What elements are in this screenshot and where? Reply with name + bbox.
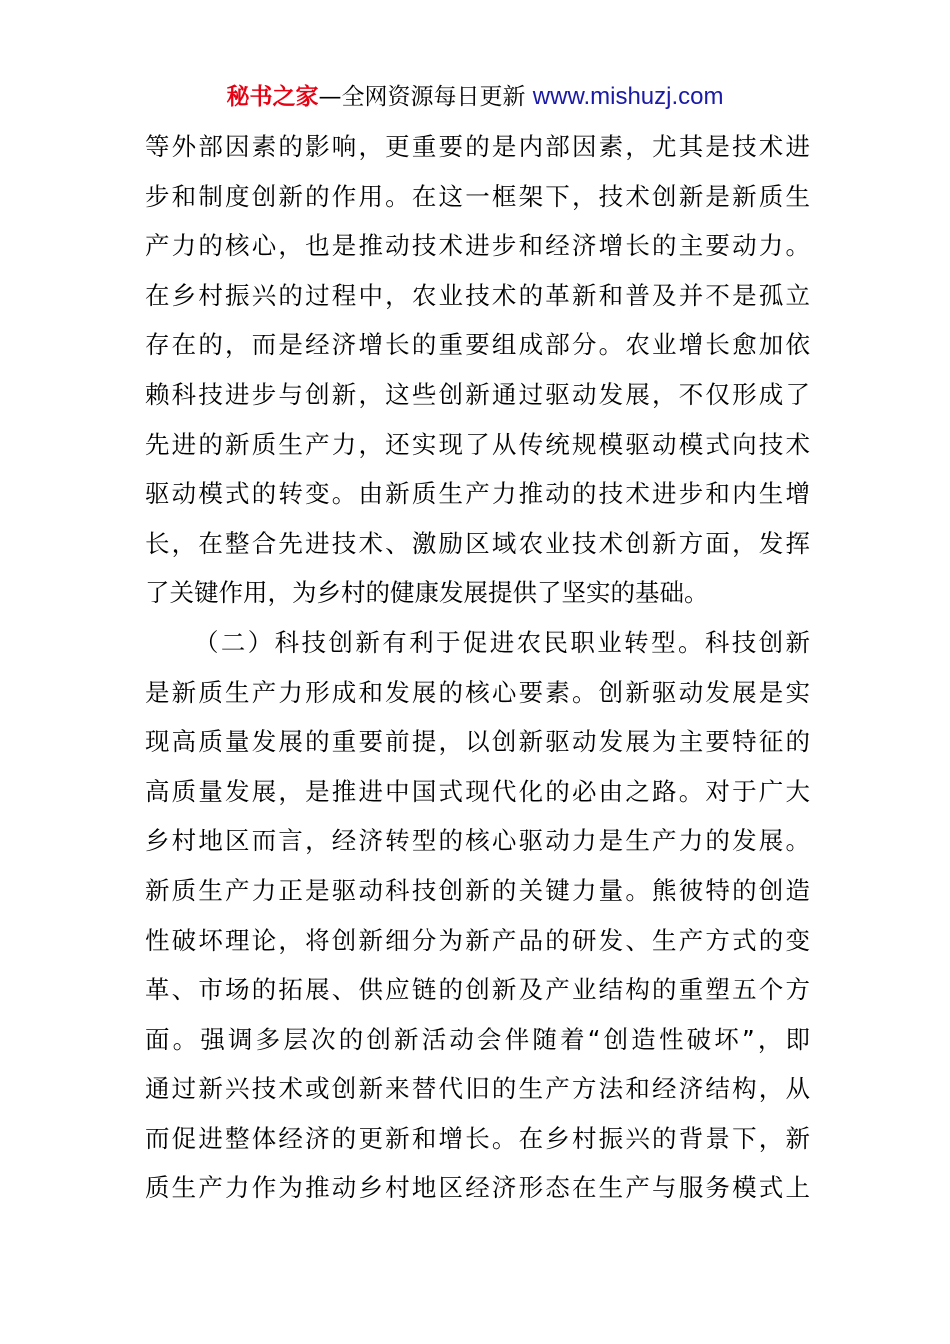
paragraph-2	[145, 618, 810, 1213]
text-line: 步和制度创新的作用。在这一框架下，技术创新是新质生	[145, 181, 810, 211]
text-line: 性破坏理论，将创新细分为新产品的研发、生产方式的变	[145, 925, 810, 955]
text-line: 长，在整合先进技术、激励区域农业技术创新方面，发挥	[145, 528, 810, 558]
text-line: 新质生产力正是驱动科技创新的关键力量。熊彼特的创造	[145, 875, 810, 905]
text-line: 而促进整体经济的更新和增长。在乡村振兴的背景下，新	[145, 1123, 810, 1153]
text-line: 在乡村振兴的过程中，农业技术的革新和普及并不是孤立	[145, 280, 810, 310]
text-line: 面。强调多层次的创新活动会伴随着“创造性破坏”，即	[145, 1024, 810, 1054]
site-header	[0, 80, 950, 114]
text-line: 驱动模式的转变。由新质生产力推动的技术进步和内生增	[145, 479, 810, 509]
text-line: 革、市场的拓展、供应链的创新及产业结构的重塑五个方	[145, 975, 810, 1005]
site-tagline: —全网资源每日更新	[318, 84, 533, 110]
text-line: 赖科技进步与创新，这些创新通过驱动发展，不仅形成了	[145, 379, 810, 409]
document-body	[145, 122, 810, 1213]
text-line: 质生产力作为推动乡村地区经济形态在生产与服务模式上	[145, 1173, 810, 1203]
text-line: 现高质量发展的重要前提，以创新驱动发展为主要特征的	[145, 727, 810, 757]
text-line: 先进的新质生产力，还实现了从传统规模驱动模式向技术	[145, 429, 810, 459]
site-url-link[interactable]: www.mishuzj.com	[532, 83, 724, 110]
text-line: 产力的核心，也是推动技术进步和经济增长的主要动力。	[145, 231, 810, 261]
paragraph-1	[145, 122, 810, 618]
text-line: 等外部因素的影响，更重要的是内部因素，尤其是技术进	[145, 132, 810, 161]
text-line: 通过新兴技术或创新来替代旧的生产方法和经济结构，从	[145, 1074, 810, 1104]
text-line: 高质量发展，是推进中国式现代化的必由之路。对于广大	[145, 776, 810, 806]
text-line: 了关键作用，为乡村的健康发展提供了坚实的基础。	[145, 578, 709, 608]
text-line: 是新质生产力形成和发展的核心要素。创新驱动发展是实	[145, 677, 810, 707]
text-line: 存在的，而是经济增长的重要组成部分。农业增长愈加依	[145, 330, 810, 360]
section-heading-line: （二）科技创新有利于促进农民职业转型。科技创新	[194, 627, 810, 657]
site-brand: 秘书之家	[226, 84, 319, 110]
text-line: 乡村地区而言，经济转型的核心驱动力是生产力的发展。	[145, 826, 810, 856]
